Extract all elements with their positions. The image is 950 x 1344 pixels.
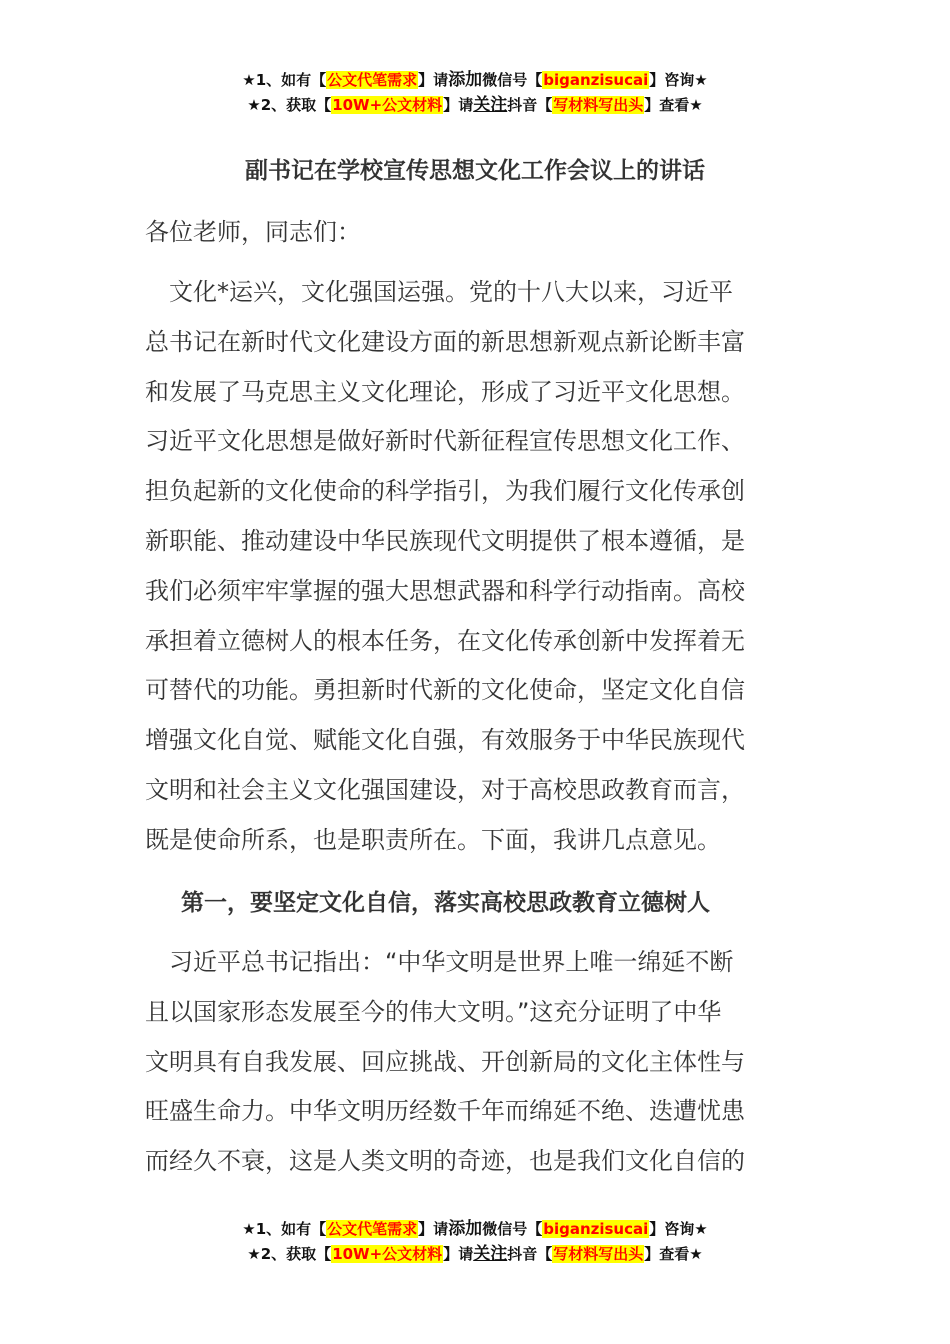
banner-highlight-service: 公文代笔需求 — [327, 71, 418, 89]
banner-text: 微信号【 — [482, 71, 543, 89]
banner-highlight-materials: 10W+公文材料 — [332, 96, 443, 114]
section-heading-1: 第一，要坚定文化自信，落实高校思政教育立德树人 — [181, 890, 710, 916]
banner-text: ★1、如有【 — [242, 1220, 327, 1238]
banner-line-1 — [0, 1217, 950, 1242]
banner-emphasis: 添加 — [448, 70, 483, 90]
text-line: 文明具有自我发展、回应挑战、开创新局的文化主体性与 — [145, 1047, 745, 1076]
text-line: 习近平总书记指出：“中华文明是世界上唯一绵延不断 — [145, 948, 734, 976]
banner-text: 】咨询★ — [649, 71, 708, 89]
banner-highlight-douyin-id: 写材料写出头 — [553, 1245, 644, 1263]
banner-text: 抖音【 — [507, 1245, 553, 1263]
text-line: 既是使命所系，也是职责所在。下面，我讲几点意见。 — [145, 825, 721, 854]
banner-text: 抖音【 — [507, 96, 553, 114]
banner-highlight-wechat-id: biganzisucai — [543, 1220, 649, 1238]
document-title: 副书记在学校宣传思想文化工作会议上的讲话 — [245, 158, 705, 184]
salutation: 各位老师，同志们： — [145, 218, 361, 246]
banner-text: ★2、获取【 — [247, 1245, 332, 1263]
text-line: 承担着立德树人的根本任务，在文化传承创新中发挥着无 — [145, 626, 745, 655]
text-line: 而经久不衰，这是人类文明的奇迹，也是我们文化自信的 — [145, 1147, 745, 1176]
text-line: 文明和社会主义文化强国建设，对于高校思政教育而言， — [145, 775, 745, 804]
banner-highlight-materials: 10W+公文材料 — [332, 1245, 443, 1263]
banner-emphasis: 关注 — [473, 1244, 508, 1264]
text-line: 总书记在新时代文化建设方面的新思想新观点新论断丰富 — [145, 327, 745, 356]
banner-text: 】咨询★ — [649, 1220, 708, 1238]
paragraph-section-1 — [145, 938, 807, 1187]
text-line: 新职能、推动建设中华民族现代文明提供了根本遵循，是 — [145, 526, 745, 555]
banner-text: 】查看★ — [644, 1245, 703, 1263]
banner-text: ★1、如有【 — [242, 71, 327, 89]
banner-text: ★2、获取【 — [247, 96, 332, 114]
banner-line-1 — [0, 68, 950, 93]
header-banner — [0, 68, 950, 118]
paragraph-intro — [145, 268, 807, 866]
text-line: 我们必须牢牢掌握的强大思想武器和科学行动指南。高校 — [145, 576, 745, 605]
banner-highlight-wechat-id: biganzisucai — [543, 71, 649, 89]
text-line: 文化*运兴，文化强国运强。党的十八大以来，习近平 — [145, 278, 733, 306]
text-line: 可替代的功能。勇担新时代新的文化使命，坚定文化自信 — [145, 676, 745, 705]
banner-line-2 — [0, 1242, 950, 1267]
text-line: 和发展了马克思主义文化理论，形成了习近平文化思想。 — [145, 377, 745, 406]
banner-text: 】查看★ — [644, 96, 703, 114]
banner-text: 】请 — [418, 1220, 449, 1238]
banner-text: 】请 — [443, 96, 474, 114]
text-line: 且以国家形态发展至今的伟大文明。”这充分证明了中华 — [145, 997, 722, 1026]
banner-text: 】请 — [443, 1245, 474, 1263]
banner-line-2 — [0, 93, 950, 118]
banner-text: 】请 — [418, 71, 449, 89]
banner-text: 微信号【 — [482, 1220, 543, 1238]
text-line: 习近平文化思想是做好新时代新征程宣传思想文化工作、 — [145, 427, 745, 456]
banner-highlight-douyin-id: 写材料写出头 — [553, 96, 644, 114]
banner-emphasis: 添加 — [448, 1219, 483, 1239]
text-line: 担负起新的文化使命的科学指引，为我们履行文化传承创 — [145, 477, 745, 506]
footer-banner — [0, 1217, 950, 1267]
banner-emphasis: 关注 — [473, 95, 508, 115]
text-line: 旺盛生命力。中华文明历经数千年而绵延不绝、迭遭忧患 — [145, 1097, 745, 1126]
banner-highlight-service: 公文代笔需求 — [327, 1220, 418, 1238]
text-line: 增强文化自觉、赋能文化自强，有效服务于中华民族现代 — [145, 726, 745, 755]
